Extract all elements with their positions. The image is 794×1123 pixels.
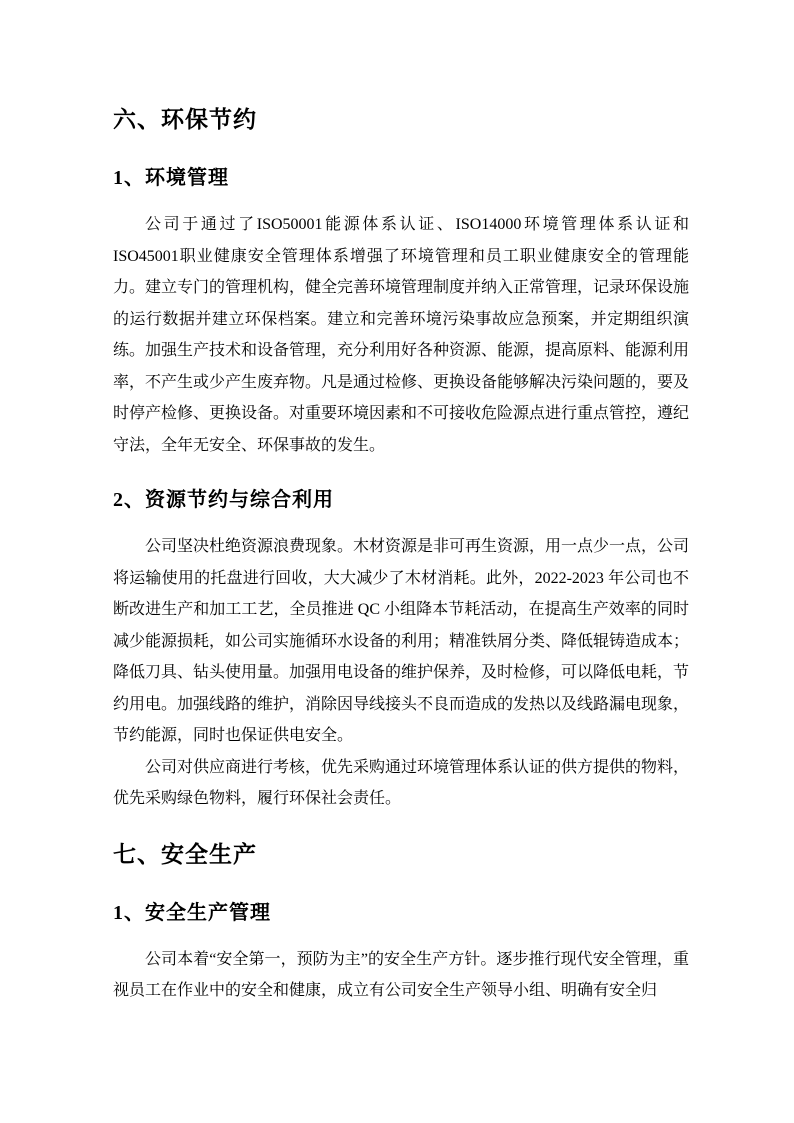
paragraph-supplier-assessment: 公司对供应商进行考核，优先采购通过环境管理体系认证的供方提供的物料，优先采购绿色物料，履行环保社会责任。: [113, 758, 690, 807]
paragraph-safety-production-management: 公司本着“安全第一，预防为主”的安全生产方针。逐步推行现代安全管理，重视员工在作业中的安全和健康，成立有公司安全生产领导小组、明确有安全归: [113, 950, 689, 999]
section-7-heading-production-safety: 七、安全生产: [113, 840, 257, 867]
paragraph-environment-management: 公司于通过了ISO50001能源体系认证、ISO14000环境管理体系认证和ISO45001职业健康安全管理体系增强了环境管理和员工职业健康安全的管理能力。建立专门的管理机构，健全完善环境管理制度并纳入正常管理，记录环保设施的运行数据并建立环保档案。建立和完善环境污染事故应急预案，并定期组织演练。加强生产技术和设备管理，充分利用好各种资源、能源，提高原料、能源利用率，不产生或少产生废弃物。凡是通过检修、更换设备能够解决污染问题的，要及时停产检修、更换设备。对重要环境因素和不可接收危险源点进行重点管控，遵纪守法，全年无安全、环保事故的发生。: [113, 216, 690, 454]
paragraph-resource-conservation: 公司坚决杜绝资源浪费现象。木材资源是非可再生资源，用一点少一点，公司将运输使用的托盘进行回收，大大减少了木材消耗。此外，2022-2023 年公司也不断改进生产和加工工艺，全员推进 QC 小组降本节耗活动，在提高生产效率的同时减少能源损耗，如公司实施循环水设备的利用；精准铁屑分类、降低辊铸造成本；降低刀具、钻头使用量。加强用电设备的维护保养，及时检修，可以降低电耗，节约用电。加强线路的维护，消除因导线接头不良而造成的发热以及线路漏电现象，节约能源，同时也保证供电安全。: [113, 538, 690, 744]
subsection-heading-safety-production-management: 1、安全生产管理: [113, 901, 271, 924]
subsection-heading-environment-management: 1、环境管理: [113, 167, 229, 189]
section-6-heading-environmental-conservation: 六、环保节约: [113, 106, 257, 132]
subsection-heading-resource-conservation: 2、资源节约与综合利用: [113, 489, 334, 511]
